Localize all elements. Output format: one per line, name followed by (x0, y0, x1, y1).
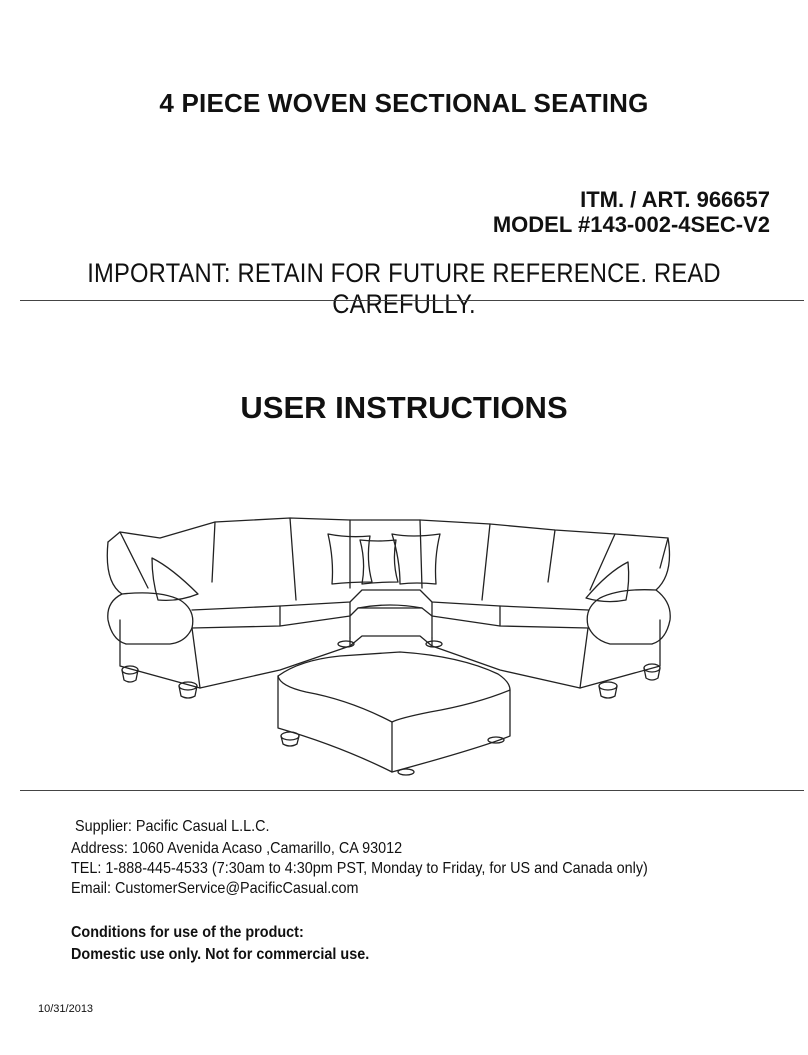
supplier-line: Supplier: Pacific Casual L.L.C. (75, 818, 270, 835)
divider-top (20, 300, 804, 301)
item-number: ITM. / ART. 966657 (580, 187, 770, 212)
sectional-sofa-illustration (100, 510, 680, 782)
divider-bottom (20, 790, 804, 791)
address-line: Address: 1060 Avenida Acaso ,Camarillo, CA 93012 (71, 840, 403, 857)
important-notice: IMPORTANT: RETAIN FOR FUTURE REFERENCE. READ CAREFULLY. (87, 258, 721, 319)
conditions-title: Conditions for use of the product: (71, 924, 304, 941)
section-heading: USER INSTRUCTIONS (240, 390, 568, 425)
phone-line: TEL: 1-888-445-4533 (7:30am to 4:30pm PST, Monday to Friday, for US and Canada only) (71, 860, 648, 877)
model-number: MODEL #143-002-4SEC-V2 (492, 212, 770, 237)
document-title: 4 PIECE WOVEN SECTIONAL SEATING (159, 88, 649, 118)
conditions-text: Domestic use only. Not for commercial use. (71, 946, 370, 963)
email-line: Email: CustomerService@PacificCasual.com (71, 880, 359, 897)
document-date: 10/31/2013 (38, 1003, 94, 1015)
